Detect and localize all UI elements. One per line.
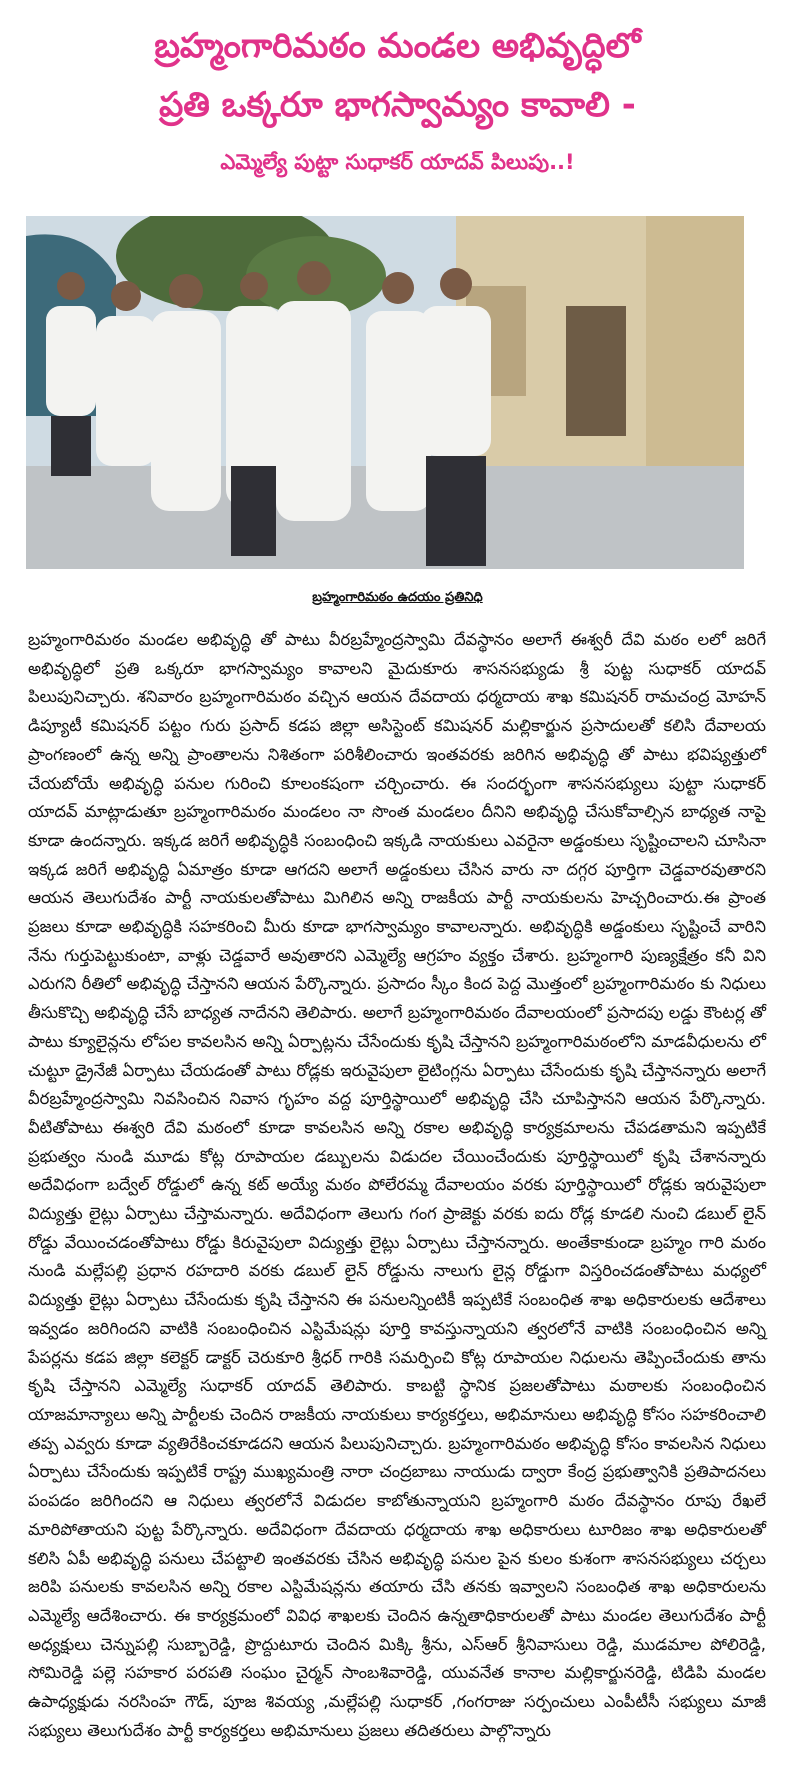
headline-line-1: బ్రహ్మంగారిమఠం మండల అభివృద్ధిలో <box>154 26 641 66</box>
headline-subtitle: ఎమ్మెల్యే పుట్టా సుధాకర్ యాదవ్ పిలుపు..! <box>220 150 575 174</box>
byline: బ్రహ్మంగారిమఠం ఉదయం ప్రతినిధి <box>312 590 483 605</box>
headline-line-2: ప్రతి ఒక్కరూ భాగస్వామ్యం కావాలి - <box>159 85 636 125</box>
news-photo <box>26 216 744 569</box>
article-body: బ్రహ్మంగారిమఠం మండల అభివృద్ధి తో పాటు వీరబ్రహ్మేంద్రస్వామి దేవస్థానం అలాగే ఈశ్వరీ దేవి మఠం లలో జరిగే అభివృద్ధిలో ప్రతి ఒక్కరూ భాగస్వామ్యం కావాలని మైదుకూరు శాసనసభ్యుడు శ్రీ పుట్ట సుధాకర్ యాదవ్ పిలుపునిచ్చారు. శనివారం బ్రహ్మంగారిమఠం వచ్చిన ఆయన దేవదాయ ధర్మదాయ శాఖ కమిషనర్ రామచంద్ర మోహన్ డిప్యూటీ కమిషనర్ పట్టం గురు ప్రసాద్ కడప జిల్లా అసిస్టెంట్ కమిషనర్ మల్లికార్జున ప్రసాదులతో కలిసి దేవాలయ ప్రాంగణంలో ఉన్న అన్ని ప్రాంతాలను నిశితంగా పరిశీలించారు ఇంతవరకు జరిగిన అభివృద్ధి తో పాటు భవిష్యత్తులో చేయబోయే అభివృద్ధి పనుల గురించి కూలంకషంగా చర్చించారు. ఈ సందర్భంగా శాసనసభ్యులు పుట్టా సుధాకర్ యాదవ్ మాట్లాడుతూ బ్రహ్మంగారిమఠం మండలం నా సొంత మండలం దీనిని అభివృద్ధి చేసుకోవాల్సిన బాధ్యత నాపై కూడా ఉందన్నారు. ఇక్కడ జరిగే అభివృద్ధికి సంబంధించి ఇక్కడి నాయకులు ఎవరైనా అడ్డంకులు సృష్టించాలని చూసినా ఇక్కడ జరిగే అభివృద్ధి ఏమాత్రం కూడా ఆగదని అలాగే అడ్డంకులు చేసిన వారు నా దగ్గర పూర్తిగా చెడ్డవారవుతారని ఆయన తెలుగుదేశం పార్టీ నాయకులతోపాటు మిగిలిన అన్ని రాజకీయ పార్టీ నాయకులను హెచ్చరించారు.ఈ ప్రాంత ప్రజలు కూడా అభివృద్ధికి సహకరించి మీరు కూడా భాగస్వామ్యం కావాలన్నారు. అభివృద్ధికి అడ్డంకులు సృష్టించే వారిని నేను గుర్తుపెట్టుకుంటా, వాళ్లు చెడ్డవారే అవుతారని ఎమ్మెల్యే ఆగ్రహం వ్యక్తం చేశారు. బ్రహ్మంగారి పుణ్యక్షేత్రం కనీ విని ఎరుగని రీతిలో అభివృద్ధి చేస్తానని ఆయన పేర్కొన్నారు. ప్రసాదం స్కీం కింద పెద్ద మొత్తంలో బ్రహ్మంగారిమఠం కు నిధులు తీసుకొచ్చి అభివృద్ధి చేసే బాధ్యత నాదేనని తెలిపారు. అలాగే బ్రహ్మంగారిమఠం దేవాలయంలో ప్రసాదపు లడ్డు కౌంటర్ల తో పాటు క్యూలైన్లను లోపల కావలసిన అన్ని ఏర్పాట్లను చేసేందుకు కృషి చేస్తానని బ్రహ్మంగారిమఠంలోని మాడవీధులను లో చుట్టూ డ్రైనేజీ ఏర్పాటు చేయడంతో పాటు రోడ్లకు ఇరువైపులా లైటింగ్లను ఏర్పాటు చేసేందుకు కృషి చేస్తానన్నారు అలాగే వీరబ్రహ్మేంద్రస్వామి నివసించిన నివాస గృహం వద్ద పూర్తిస్థాయిలో అభివృద్ధి చేసి చూపిస్తానని ఆయన పేర్కొన్నారు. వీటితోపాటు ఈశ్వరి దేవి మఠంలో కూడా కావలసిన అన్ని రకాల అభివృద్ధి కార్యక్రమాలను చేపడతామని ఇప్పటికే ప్రభుత్వం నుండి మూడు కోట్ల రూపాయల డబ్బులను విడుదల చేయించేందుకు పూర్తిస్థాయిలో కృషి చేశానన్నారు అదేవిధంగా బద్వేల్ రోడ్డులో ఉన్న కట్ అయ్యే మఠం పోలేరమ్మ దేవాలయం వరకు పూర్తిస్థాయిలో రోడ్లకు ఇరువైపులా విద్యుత్తు లైట్లు ఏర్పాటు చేస్తామన్నారు. అదేవిధంగా తెలుగు గంగ ప్రాజెక్టు వరకు ఐదు రోడ్ల కూడలి నుంచి డబుల్ లైన్ రోడ్డు వేయించడంతోపాటు రోడ్డు కిరువైపులా విద్యుత్తు లైట్లు ఏర్పాటు చేస్తానన్నారు. అంతేకాకుండా బ్రహ్మం గారి మఠం నుండి మల్లేపల్లి ప్రధాన రహదారి వరకు డబుల్ లైన్ రోడ్డును నాలుగు లైన్ల రోడ్డుగా విస్తరించడంతోపాటు మధ్యలో విద్యుత్తు లైట్లు ఏర్పాటు చేసేందుకు కృషి చేస్తానని ఈ పనులన్నింటికీ ఇప్పటికే సంబంధిత శాఖ అధికారులకు ఆదేశాలు ఇవ్వడం జరిగిందని వాటికి సంబంధించిన ఎస్టిమేషన్లు పూర్తి కావస్తున్నాయని త్వరలోనే వాటికి సంబంధించిన అన్ని పేపర్లను కడప జిల్లా కలెక్టర్ డాక్టర్ చెరుకూరి శ్రీధర్ గారికి సమర్పించి కోట్ల రూపాయల నిధులను తెప్పించేందుకు తాను కృషి చేస్తానని ఎమ్మెల్యే సుధాకర్ యాదవ్ తెలిపారు. కాబట్టి స్థానిక ప్రజలతోపాటు మఠాలకు సంబంధించిన యాజమాన్యాలు అన్ని పార్టీలకు చెందిన రాజకీయ నాయకులు కార్యకర్తలు, అభిమానులు అభివృద్ధి కోసం సహకరించాలి తప్ప ఎవ్వరు కూడా వ్యతిరేకించకూడదని ఆయన పిలుపునిచ్చారు. బ్రహ్మంగారిమఠం అభివృద్ధి కోసం కావలసిన నిధులు ఏర్పాటు చేసేందుకు ఇప్పటికే రాష్ట్ర ముఖ్యమంత్రి నారా చంద్రబాబు నాయుడు ద్వారా కేంద్ర ప్రభుత్వానికి ప్రతిపాదనలు పంపడం జరిగిందని ఆ నిధులు త్వరలోనే విడుదల కాబోతున్నాయని బ్రహ్మంగారి మఠం దేవస్థానం రూపు రేఖలే మారిపోతాయని పుట్ట పేర్కొన్నారు. అదేవిధంగా దేవదాయ ధర్మదాయ శాఖ అధికారులు టూరిజం శాఖ అధికారులతో కలిసి ఏపీ అభివృద్ధి పనులు చేపట్టాలి ఇంతవరకు చేసిన అభివృద్ధి పనుల పైన కులం కుశంగా శాసనసభ్యులు చర్చలు జరిపి పనులకు కావలసిన అన్ని రకాల ఎస్టిమేషన్లను తయారు చేసి తనకు ఇవ్వాలని సంబంధిత శాఖ అధికారులను ఎమ్మెల్యే ఆదేశించారు. ఈ కార్యక్రమంలో వివిధ శాఖలకు చెందిన ఉన్నతాధికారులతో పాటు మండల తెలుగుదేశం పార్టీ అధ్యక్షులు చెన్నుపల్లి సుబ్బారెడ్డి, ప్రొద్దుటూరు చెందిన మిక్కి శ్రీను, ఎస్ఆర్ శ్రీనివాసులు రెడ్డి, ముడమాల పోలిరెడ్డి, సోమిరెడ్డి పల్లె సహకార పరపతి సంఘం చైర్మన్ సాంబశివారెడ్డి, యువనేత కానాల మల్లికార్జునరెడ్డి, టిడిపి మండల ఉపాధ్యక్షుడు నరసింహ గౌడ్, పూజ శివయ్య ,మల్లేపల్లి సుధాకర్ ,గంగరాజు సర్పంచులు ఎంపీటీసీ సభ్యులు మాజీ సభ్యులు తెలుగుదేశం పార్టీ కార్యకర్తలు అభిమానులు ప్రజలు తదితరులు పాల్గొన్నారు <box>28 630 766 1740</box>
